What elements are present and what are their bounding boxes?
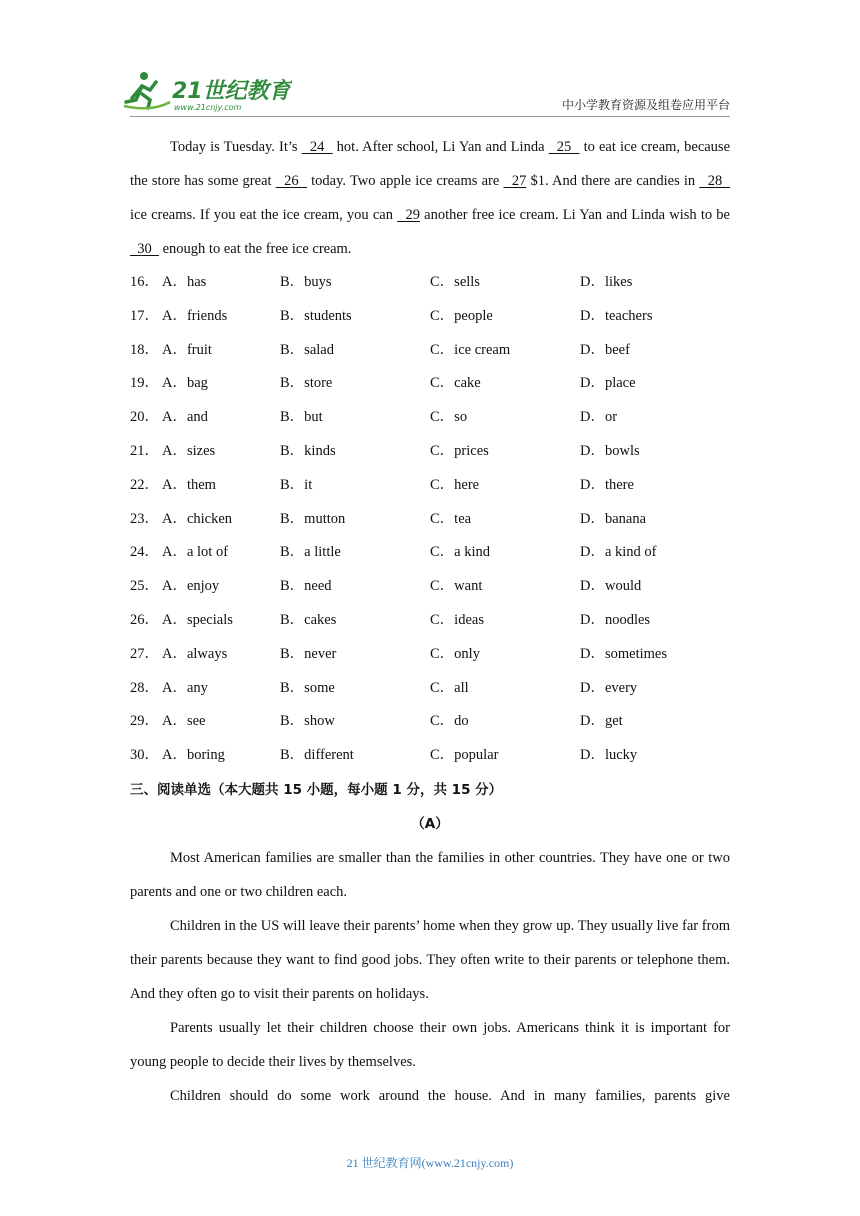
question-list: [130, 266, 730, 773]
option-b: B．kinds: [280, 442, 336, 459]
option-c: C．cake: [430, 375, 481, 392]
reading-paragraph: Most American families are smaller than the families in other countries. They have one or two parents and one or two children each.: [130, 849, 730, 900]
question-row: [130, 570, 730, 604]
blank-27: 27: [503, 173, 527, 189]
exam-content: [130, 130, 730, 1113]
reading-paragraph: Parents usually let their children choose their own jobs. Americans think it is important for young people to decide their lives by themselves.: [130, 1019, 730, 1070]
question-row: [130, 300, 730, 334]
question-row: [130, 739, 730, 773]
option-c: C．all: [430, 679, 469, 696]
question-row: [130, 672, 730, 706]
question-row: [130, 469, 730, 503]
question-row: [130, 266, 730, 300]
question-row: [130, 435, 730, 469]
section-heading: 三、阅读单选（本大题共 15 小题，每小题 1 分，共 15 分）: [130, 781, 503, 798]
passage-text: another free ice cream. Li Yan and Linda wish to be: [419, 207, 730, 223]
question-number: 25．: [130, 578, 159, 595]
option-c: C．ice cream: [430, 341, 511, 358]
option-b: B．store: [280, 375, 333, 392]
question-number: 21．: [130, 442, 159, 459]
passage-text: $1. And there are candies in: [526, 173, 700, 189]
option-d: D．sometimes: [580, 645, 667, 662]
passage-text: ice creams. If you eat the ice cream, you can: [130, 207, 398, 223]
option-d: D．noodles: [580, 611, 651, 628]
option-b: B．never: [280, 645, 337, 662]
blank-28: 28: [699, 173, 731, 189]
option-b: B．mutton: [280, 510, 346, 527]
header-divider: [130, 116, 730, 117]
page-header: [0, 0, 860, 120]
option-a: A．and: [162, 409, 208, 426]
option-d: D．place: [580, 375, 636, 392]
passage-text: Today is Tuesday. It’s: [170, 139, 302, 155]
option-a: A．enjoy: [162, 578, 220, 595]
question-row: [130, 638, 730, 672]
page-footer: 21 世纪教育网(www.21cnjy.com): [346, 1156, 514, 1170]
option-d: D．get: [580, 713, 623, 730]
option-b: B．it: [280, 476, 313, 493]
option-b: B．a little: [280, 544, 341, 561]
blank-30: 30: [130, 241, 159, 257]
logo-url: www.21cnjy.com: [174, 103, 242, 112]
question-number: 17．: [130, 307, 159, 324]
option-d: D．banana: [580, 510, 647, 527]
question-row: [130, 367, 730, 401]
passage-label: （A）: [411, 815, 449, 832]
option-c: C．people: [430, 307, 493, 324]
platform-name: 中小学教育资源及组卷应用平台: [561, 98, 730, 112]
option-a: A．friends: [162, 307, 228, 324]
option-d: D．a kind of: [580, 544, 657, 561]
option-d: D．every: [580, 679, 638, 696]
passage-text: today. Two apple ice creams are: [306, 173, 504, 189]
blank-25: 25: [548, 139, 580, 155]
running-figure-icon: [124, 72, 170, 108]
option-c: C．prices: [430, 442, 489, 459]
option-c: C．so: [430, 409, 468, 426]
site-logo: [122, 68, 292, 114]
question-number: 29．: [130, 713, 159, 730]
option-d: D．likes: [580, 274, 633, 290]
option-a: A．see: [162, 713, 206, 730]
option-d: D．would: [580, 578, 642, 595]
logo-text: 21世纪教育: [172, 79, 291, 104]
option-a: A．specials: [162, 611, 233, 628]
option-c: C．sells: [430, 274, 480, 290]
blank-26: 26: [275, 173, 307, 189]
question-number: 23．: [130, 510, 159, 527]
question-number: 30．: [130, 747, 159, 764]
reading-paragraph: Children should do some work around the house. And in many families, parents give: [170, 1087, 730, 1104]
question-number: 24．: [130, 544, 159, 561]
option-d: D．teachers: [580, 307, 653, 324]
question-number: 22．: [130, 476, 159, 493]
option-b: B．but: [280, 409, 323, 426]
question-number: 28．: [130, 679, 159, 696]
option-b: B．show: [280, 713, 335, 730]
option-d: D．bowls: [580, 442, 640, 459]
passage-text: enough to eat the free ice cream.: [159, 241, 352, 257]
question-number: 18．: [130, 341, 159, 358]
passage-text: hot. After school, Li Yan and Linda: [332, 139, 549, 155]
option-c: C．tea: [430, 510, 472, 527]
passage-text: to eat ice cream, because the store has some great: [130, 139, 731, 189]
option-b: B．some: [280, 679, 335, 696]
option-a: A．fruit: [162, 341, 212, 358]
option-d: D．beef: [580, 341, 630, 358]
option-a: A．always: [162, 645, 228, 662]
question-row: [130, 503, 730, 537]
option-d: D．lucky: [580, 747, 638, 764]
question-number: 16．: [130, 274, 159, 290]
option-a: A．boring: [162, 747, 225, 764]
option-d: D．there: [580, 476, 634, 493]
option-a: A．has: [162, 274, 207, 290]
option-a: A．chicken: [162, 510, 233, 527]
option-c: C．do: [430, 713, 469, 730]
question-number: 27．: [130, 645, 159, 662]
cloze-passage: [130, 130, 730, 266]
option-c: C．ideas: [430, 611, 484, 628]
option-b: B．different: [280, 747, 354, 764]
option-c: C．only: [430, 645, 480, 662]
option-c: C．here: [430, 476, 480, 493]
question-row: [130, 401, 730, 435]
question-row: [130, 705, 730, 739]
blank-29: 29: [397, 207, 420, 223]
option-a: A．them: [162, 476, 216, 493]
question-number: 20．: [130, 409, 159, 426]
question-row: [130, 604, 730, 638]
option-a: A．bag: [162, 375, 208, 392]
question-number: 19．: [130, 375, 159, 392]
option-b: B．salad: [280, 341, 334, 358]
option-a: A．a lot of: [162, 544, 229, 561]
question-row: [130, 536, 730, 570]
option-d: D．or: [580, 409, 618, 426]
option-b: B．need: [280, 578, 332, 595]
option-c: C．want: [430, 578, 483, 595]
option-c: C．a kind: [430, 544, 491, 561]
blank-24: 24: [301, 139, 333, 155]
option-a: A．any: [162, 679, 208, 696]
option-b: B．cakes: [280, 611, 337, 628]
reading-paragraph: Children in the US will leave their parents’ home when they grow up. They usually live far from their parents because they want to find good jobs. They often write to their parents or telephone them. And they often go to visit their parents on holidays.: [130, 917, 730, 1002]
option-a: A．sizes: [162, 442, 216, 459]
option-c: C．popular: [430, 747, 499, 764]
option-b: B．buys: [280, 274, 332, 290]
question-number: 26．: [130, 611, 159, 628]
option-b: B．students: [280, 307, 352, 324]
question-row: [130, 334, 730, 368]
